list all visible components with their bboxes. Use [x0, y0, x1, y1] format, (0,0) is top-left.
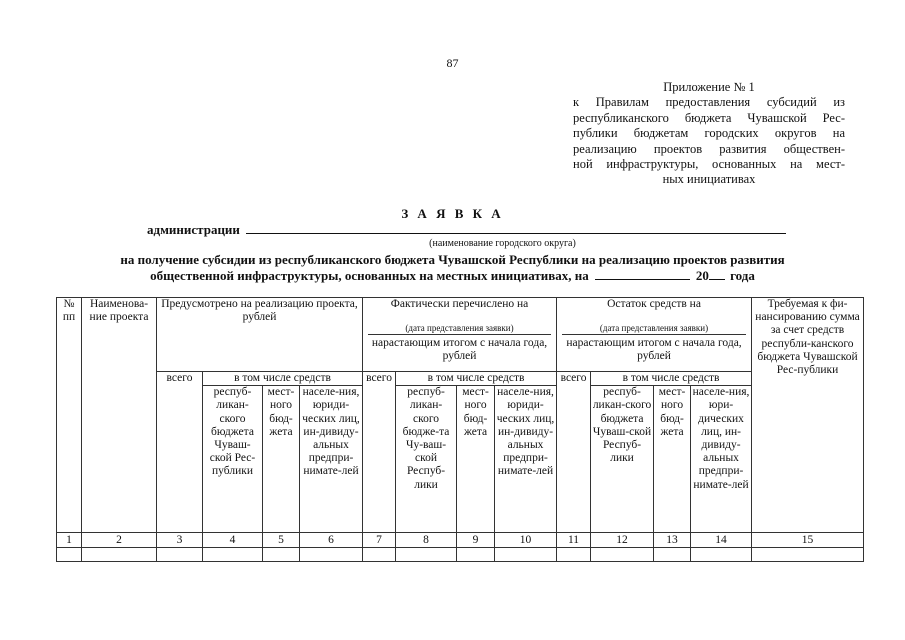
purpose-line-2 — [0, 268, 905, 284]
appendix-line-last: ных инициативах — [662, 172, 756, 187]
appendix-line: к Правилам предоставления субсидий из — [573, 95, 845, 110]
page-number: 87 — [446, 56, 459, 70]
planned-total: всего — [157, 372, 203, 533]
year-suffix: года — [730, 268, 755, 283]
col-number: 1 — [57, 533, 82, 548]
data-cell[interactable] — [752, 548, 864, 562]
admin-blank-field[interactable] — [246, 222, 786, 234]
admin-hint: (наименование городского округа) — [429, 238, 576, 249]
transferred-local: мест-ного бюд-жета — [457, 386, 495, 533]
transferred-title: Фактически перечислено на — [390, 298, 529, 310]
col-number: 13 — [654, 533, 691, 548]
data-cell[interactable] — [495, 548, 557, 562]
document-title: З А Я В К А — [401, 206, 504, 221]
col-number: 14 — [691, 533, 752, 548]
col-number: 6 — [300, 533, 363, 548]
data-cell[interactable] — [591, 548, 654, 562]
balance-title: Остаток средств на — [607, 298, 701, 310]
data-cell[interactable] — [203, 548, 263, 562]
appendix-block — [573, 80, 845, 188]
header-balance — [557, 298, 752, 372]
col-number: 3 — [157, 533, 203, 548]
appendix-line: ной инфраструктуры, основанных на мест- — [573, 157, 845, 172]
transferred-incl: в том числе средств — [396, 372, 557, 386]
col-number: 7 — [363, 533, 396, 548]
col-number: 2 — [82, 533, 157, 548]
transferred-total: всего — [363, 372, 396, 533]
appendix-line: публики бюджетам городских округов на — [573, 126, 845, 141]
data-cell[interactable] — [82, 548, 157, 562]
balance-date-hint: (дата представления заявки) — [562, 321, 746, 335]
purpose-line-1: на получение субсидии из республиканского бюджета Чувашской Республики на реализацию проектов развития — [120, 252, 785, 267]
planned-title: Предусмотрено на реализацию проекта, рублей — [161, 298, 358, 324]
application-table — [56, 297, 864, 562]
col-number: 8 — [396, 533, 457, 548]
col-number: 10 — [495, 533, 557, 548]
balance-incl: в том числе средств — [591, 372, 752, 386]
balance-population: населе-ния, юри-дических лиц, ин-дивиду-альных предпри-нимате-лей — [691, 386, 752, 533]
balance-total: всего — [557, 372, 591, 533]
planned-incl: в том числе средств — [203, 372, 363, 386]
col-number: 4 — [203, 533, 263, 548]
col-number: 11 — [557, 533, 591, 548]
planned-local: мест-ного бюд-жета — [263, 386, 300, 533]
data-cell[interactable] — [396, 548, 457, 562]
appendix-line: реализацию проектов развития обществен- — [573, 141, 845, 156]
year-blank-field[interactable] — [709, 268, 725, 280]
data-cell[interactable] — [457, 548, 495, 562]
transferred-date-hint: (дата представления заявки) — [368, 321, 551, 335]
col-number: 5 — [263, 533, 300, 548]
data-cell[interactable] — [691, 548, 752, 562]
data-cell[interactable] — [300, 548, 363, 562]
admin-row — [147, 222, 786, 238]
data-cell[interactable] — [557, 548, 591, 562]
header-row-1 — [57, 298, 864, 372]
data-cell[interactable] — [654, 548, 691, 562]
transferred-republic: респуб-ликан-ского бюдже-та Чу-ваш-ской Респуб-лики — [396, 386, 457, 533]
appendix-line: республиканского бюджета Чувашской Рес- — [573, 110, 845, 125]
appendix-title: Приложение № 1 — [663, 80, 755, 94]
purpose-text: общественной инфраструктуры, основанных на местных инициативах, на — [150, 268, 589, 283]
planned-republic: респуб-ликан-ского бюджета Чуваш-ской Рес-публики — [203, 386, 263, 533]
transferred-population: населе-ния, юриди-ческих лиц, ин-дивиду-альных предпри-нимате-лей — [495, 386, 557, 533]
col-number: 9 — [457, 533, 495, 548]
data-cell[interactable] — [157, 548, 203, 562]
data-cell[interactable] — [263, 548, 300, 562]
planned-population: населе-ния, юриди-ческих лиц, ин-дивиду-альных предпри-нимате-лей — [300, 386, 363, 533]
header-row-2 — [57, 372, 864, 386]
data-cell[interactable] — [57, 548, 82, 562]
header-num: № пп — [57, 298, 82, 533]
header-project-name: Наименова-ние проекта — [82, 298, 157, 533]
year-prefix: 20 — [695, 268, 709, 283]
header-required: Требуемая к фи-нансированию сумма за счет средств республи-канского бюджета Чувашской Рес-публики — [752, 298, 864, 533]
header-planned — [157, 298, 363, 372]
date-blank-field[interactable] — [595, 268, 690, 280]
admin-label: администрации — [147, 222, 240, 237]
balance-republic: респуб-ликан-ского бюджета Чуваш-ской Респуб-лики — [591, 386, 654, 533]
data-cell[interactable] — [363, 548, 396, 562]
column-numbers-row — [57, 533, 864, 548]
header-transferred — [363, 298, 557, 372]
transferred-sub: нарастающим итогом с начала года, рублей — [371, 337, 548, 363]
balance-sub: нарастающим итогом с начала года, рублей — [566, 337, 742, 363]
balance-local: мест-ного бюд-жета — [654, 386, 691, 533]
empty-data-row — [57, 548, 864, 562]
col-number: 12 — [591, 533, 654, 548]
col-number: 15 — [752, 533, 864, 548]
